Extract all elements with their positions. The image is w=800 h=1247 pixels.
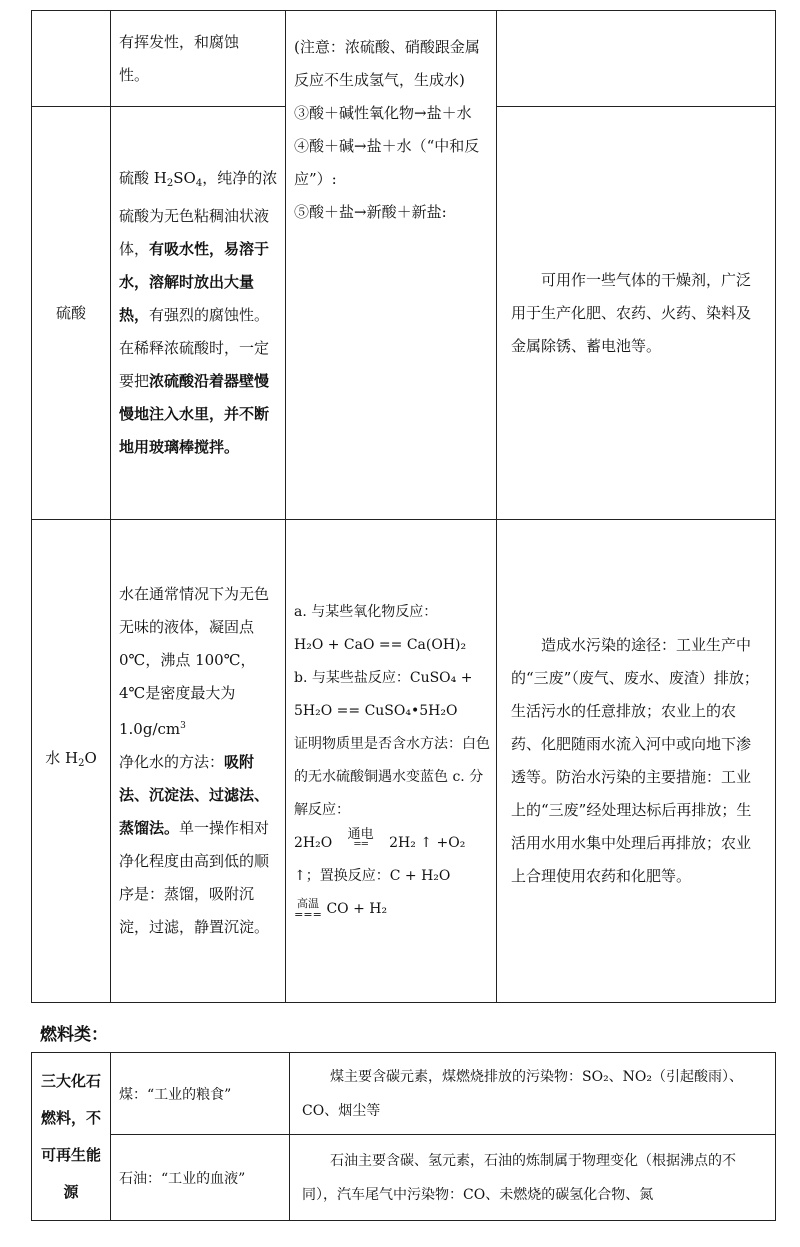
coal-name-cell xyxy=(111,1053,290,1135)
water-use-cell xyxy=(497,520,776,1003)
cell-empty xyxy=(32,11,111,107)
eq-right: 2H₂ ↑ +O₂ xyxy=(389,835,466,851)
chem-c-end: CO + H₂ xyxy=(326,901,388,917)
note-text: (注意：浓硫酸、硝酸跟金属反应不生成氢气，生成水) xyxy=(294,38,480,89)
oil-desc: 石油主要含碳、氢元素，石油的炼制属于物理变化（根据沸点的不同），汽车尾气中污染物：CO、未燃烧的碳氢化合物、氮 xyxy=(302,1152,736,1203)
sulfuric-use-cell xyxy=(497,107,776,520)
prop-text: ，纯净的浓硫酸为无色粘稠油状液体， xyxy=(119,169,278,258)
coal-name: 煤：“工业的粮食” xyxy=(119,1086,232,1103)
oil-desc-cell xyxy=(290,1135,776,1221)
sulfuric-name-cell xyxy=(32,107,111,520)
oil-name: 石油：“工业的血液” xyxy=(119,1170,246,1187)
sub-4: 4 xyxy=(195,178,203,189)
cell-empty-right xyxy=(497,11,776,107)
sulfuric-props-cell xyxy=(111,107,286,520)
prop-text: 水在通常情况下为无色无味的液体，凝固点 0℃，沸点 100℃，4℃是密度最大为 1.0g/cm xyxy=(119,585,270,738)
oil-name-cell xyxy=(111,1135,290,1221)
prop-bold-text: 有吸水性，易溶于水，溶解时放出大量热， xyxy=(119,240,270,324)
chem-a-eq: H₂O + CaO == Ca(OH)₂ xyxy=(294,637,467,653)
prop-text: 有强烈的腐蚀性。在稀释浓硫酸时，一定要把 xyxy=(119,306,270,390)
eq-cond-text: 通电 xyxy=(347,827,374,842)
eq-bar: == xyxy=(353,839,369,850)
chem-c-tail: ↑；置换反应：C + H₂O xyxy=(294,868,451,884)
electrolysis-eq xyxy=(294,827,490,860)
acids-water-table xyxy=(31,10,776,1003)
chem-properties-cell xyxy=(286,11,497,520)
water-chem-cell xyxy=(286,520,497,1003)
hightemp-text: 高温 xyxy=(297,897,319,910)
prop-text: 净化水的方法： xyxy=(119,753,225,771)
eq-condition xyxy=(337,829,385,849)
sub-2: 2 xyxy=(78,758,85,769)
sup-3: 3 xyxy=(180,721,186,731)
hightemp-eq xyxy=(294,893,490,926)
fuel-table xyxy=(31,1052,776,1221)
chem-a-text: a. 与某些氧化物反应： xyxy=(294,604,438,620)
prop-bold-text: 浓硫酸沿着器壁慢慢地注入水里，并不断地用玻璃棒搅拌。 xyxy=(119,372,270,456)
sulfuric-use-text: 可用作一些气体的干燥剂，广泛用于生产化肥、农药、火药、染料及金属除锈、蓄电池等。 xyxy=(511,270,752,355)
chem-5-text: ⑤酸＋盐→新酸＋新盐: xyxy=(294,203,447,221)
water-props-cell xyxy=(111,520,286,1003)
top-prop-text: 有挥发性，和腐蚀性。 xyxy=(119,32,240,84)
prop-text: 硫酸 H xyxy=(119,169,167,187)
prop-text: SO xyxy=(173,169,196,187)
water-name: 水 H xyxy=(45,749,79,767)
chem-b-text: b. 与某些盐反应：CuSO₄ + 5H₂O == CuSO₄•5H₂O xyxy=(294,670,473,719)
fuel-category: 三大化石燃料，不可再生能源 xyxy=(40,1071,101,1201)
coal-desc: 煤主要含碳元素，煤燃烧排放的污染物：SO₂、NO₂（引起酸雨）、CO、烟尘等 xyxy=(302,1068,744,1119)
prop-text: 单一操作相对净化程度由高到低的顺序是：蒸馏，吸附沉淀，过滤，静置沉淀。 xyxy=(119,819,270,936)
coal-desc-cell xyxy=(290,1053,776,1135)
fuel-category-cell xyxy=(32,1053,111,1221)
fuel-heading: 燃料类： xyxy=(40,1025,108,1045)
water-use-text: 造成水污染的途径：工业生产中的“三废”（废气、废水、废渣）排放；生活污水的任意排放；农业上的农药、化肥随雨水流入河中或向地下渗透等。防治水污染的主要措施：工业上的“三废”经处理达标后再排放；生活用水用水集中处理后再排放；农业上合理使用农药和化肥等。 xyxy=(511,636,759,885)
water-name-cell xyxy=(32,520,111,1003)
hightemp-cond: 高温 === xyxy=(294,897,322,921)
chem-4-text: ④酸＋碱→盐＋水（“中和反应”）: xyxy=(294,137,480,188)
eq-left: 2H₂O xyxy=(294,835,333,851)
prop-bold-text: 吸附法、沉淀法、过滤法、蒸馏法。 xyxy=(119,753,270,837)
chem-b2-text: 证明物质里是否含水方法：白色的无水硫酸铜遇水变蓝色 c. 分解反应： xyxy=(294,736,490,818)
water-name-tail: O xyxy=(84,749,97,767)
sulfuric-hint-text xyxy=(111,11,286,107)
sub-2: 2 xyxy=(166,178,174,189)
chem-3-text: ③酸＋碱性氧化物→盐＋水 xyxy=(294,104,472,122)
sulfuric-name: 硫酸 xyxy=(55,303,86,322)
